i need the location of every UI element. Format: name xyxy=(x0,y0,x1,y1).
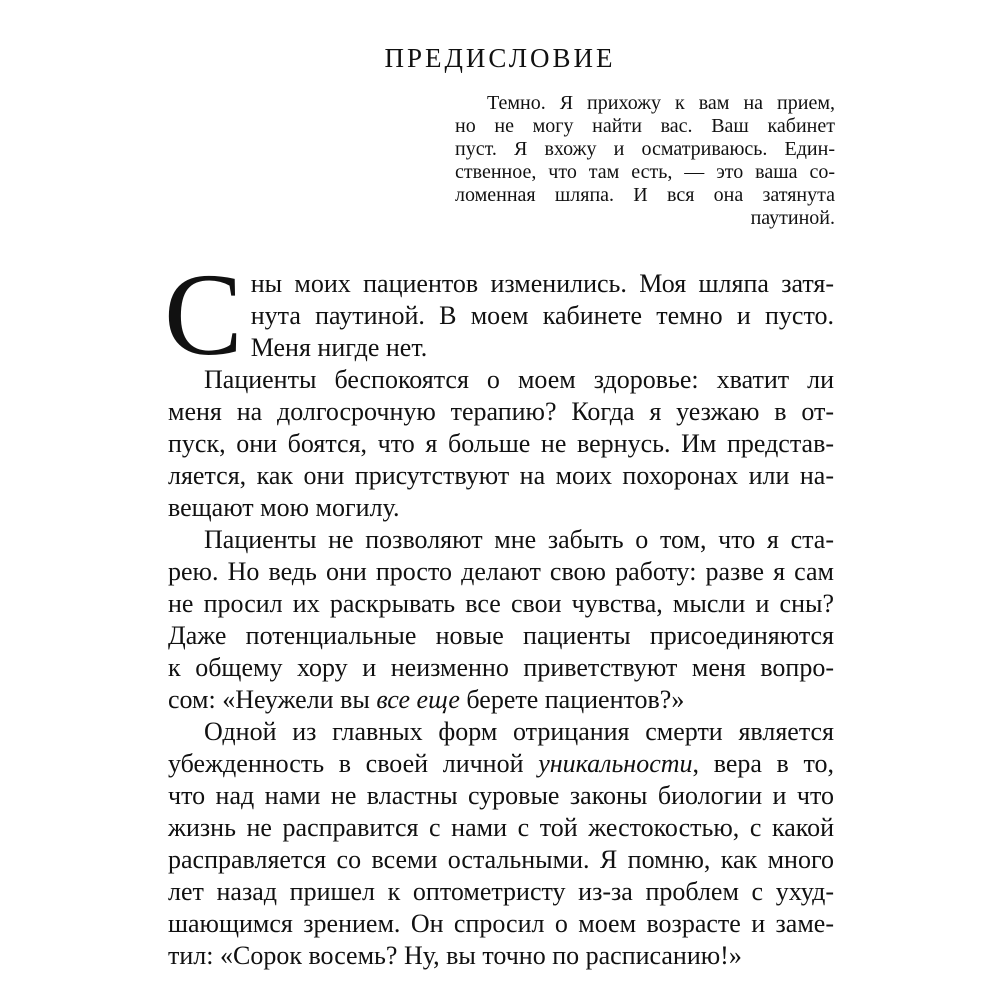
text-line: вещают мою могилу. xyxy=(168,493,400,522)
text-line: Даже потенциальные новые пациенты присоединяются xyxy=(168,621,834,650)
text-line xyxy=(168,748,834,780)
text-line: нута паутиной. В моем кабинете темно и пусто. xyxy=(250,301,834,330)
text-line: Одной из главных форм отрицания смерти является xyxy=(204,717,834,746)
text-fragment: убежденность в своей личной xyxy=(168,749,539,778)
text-line: жизнь не расправится с нами с той жестокостью, с какой xyxy=(168,813,834,842)
epigraph-line: пуст. Я вхожу и осматриваюсь. Един- xyxy=(455,138,835,160)
text-line: Пациенты беспокоятся о моем здоровье: хватит ли xyxy=(204,365,834,394)
paragraph-3 xyxy=(168,524,834,716)
text-line: рею. Но ведь они просто делают свою работу: разве я сам xyxy=(168,557,834,586)
text-line: меня на долгосрочную терапию? Когда я уезжаю в от- xyxy=(168,397,834,426)
text-line: Меня нигде нет. xyxy=(250,333,428,362)
text-line: к общему хору и неизменно приветствуют меня вопро- xyxy=(168,653,834,682)
epigraph-line: Темно. Я прихожу к вам на прием, xyxy=(487,92,835,114)
text-line: что над нами не властны суровые законы биологии и что xyxy=(168,781,834,810)
paragraph-4 xyxy=(168,716,834,972)
epigraph-line: ломенная шляпа. И вся она затянута xyxy=(455,184,835,206)
text-fragment: сом: «Неужели вы xyxy=(168,685,377,714)
body-text xyxy=(164,249,835,972)
epigraph-line: паутиной. xyxy=(750,207,835,229)
text-line: пуск, они боятся, что я больше не вернусь. Им представ- xyxy=(168,429,834,458)
text-fragment: берете пациентов?» xyxy=(459,685,685,714)
text-line xyxy=(168,684,834,716)
text-line: ны моих пациентов изменились. Моя шляпа затя- xyxy=(250,269,834,298)
text-line: ляется, как они присутствуют на моих похоронах или на- xyxy=(168,461,834,490)
text-line: тил: «Сорок восемь? Ну, вы точно по расписанию!» xyxy=(168,941,742,970)
text-line: расправляется со всеми остальными. Я помню, как много xyxy=(168,845,834,874)
page-title: ПРЕДИСЛОВИЕ xyxy=(384,43,616,73)
emphasis: уникальности xyxy=(538,749,693,778)
text-line: шающимся зрением. Он спросил о моем возрасте и заме- xyxy=(168,909,834,938)
epigraph xyxy=(455,92,835,230)
text-line: не просил их раскрывать все свои чувства, мысли и сны? xyxy=(168,589,834,618)
text-line: лет назад пришел к оптометристу из-за проблем с ухуд- xyxy=(168,877,834,906)
paragraph-2 xyxy=(168,364,834,524)
text-line: Пациенты не позволяют мне забыть о том, что я ста- xyxy=(204,525,834,554)
epigraph-line: ственное, что там есть, — это ваша со- xyxy=(455,161,835,183)
drop-cap: С xyxy=(164,249,243,380)
epigraph-line: но не могу найти вас. Ваш кабинет xyxy=(455,115,835,137)
emphasis: все еще xyxy=(376,685,460,714)
text-fragment: , вера в то, xyxy=(692,749,835,778)
